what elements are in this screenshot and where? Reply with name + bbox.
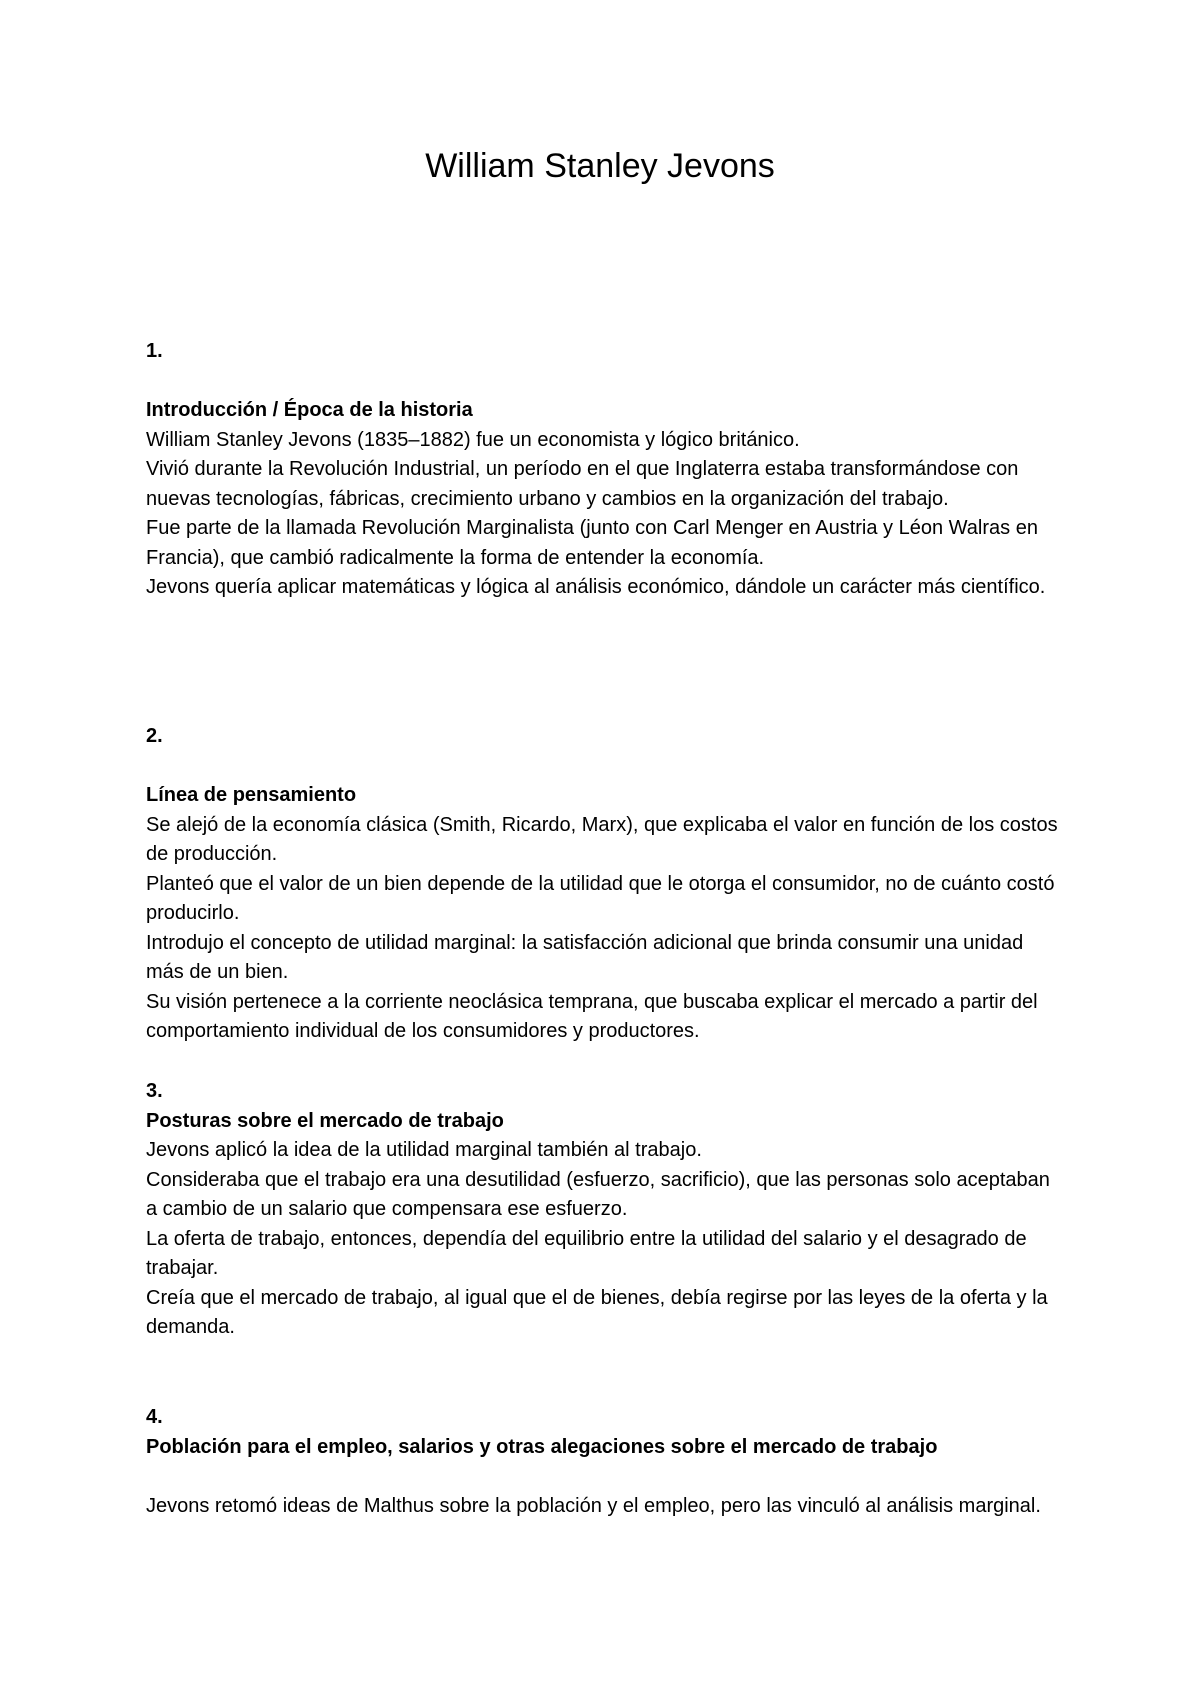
page-title: William Stanley Jevons <box>425 147 775 185</box>
paragraph: Jevons aplicó la idea de la utilidad marginal también al trabajo. <box>146 1139 702 1161</box>
paragraph: Fue parte de la llamada Revolución Marginalista (junto con Carl Menger en Austria y Léon Walras en Francia), que cambió radicalmente la forma de entender la economía. <box>146 517 1038 569</box>
paragraph: Jevons retomó ideas de Malthus sobre la población y el empleo, pero las vinculó al análisis marginal. <box>146 1494 1041 1517</box>
paragraph: Consideraba que el trabajo era una desutilidad (esfuerzo, sacrificio), que las personas solo aceptaban a cambio de un salario que compensara ese esfuerzo. <box>146 1168 1050 1220</box>
paragraph: Jevons quería aplicar matemáticas y lógica al análisis económico, dándole un carácter más científico. <box>146 576 1046 598</box>
section-4 <box>146 1403 1066 1521</box>
section-heading: Línea de pensamiento <box>146 784 357 806</box>
paragraph: Introdujo el concepto de utilidad marginal: la satisfacción adicional que brinda consumir una unidad más de un bien. <box>146 931 1024 983</box>
section-heading: Introducción / Época de la historia <box>146 399 473 421</box>
section-2 <box>146 722 1066 1047</box>
paragraph: Su visión pertenece a la corriente neoclásica temprana, que buscaba explicar el mercado a partir del comportamiento individual de los consumidores y productores. <box>146 990 1038 1042</box>
paragraph: William Stanley Jevons (1835–1882) fue un economista y lógico británico. <box>146 428 800 451</box>
section-number: 3. <box>146 1080 163 1102</box>
section-number: 1. <box>146 340 163 362</box>
section-number: 2. <box>146 725 163 747</box>
paragraph: Se alejó de la economía clásica (Smith, Ricardo, Marx), que explicaba el valor en función de los costos de producción. <box>146 813 1058 865</box>
section-heading: Posturas sobre el mercado de trabajo <box>146 1109 504 1132</box>
section-number: 4. <box>146 1406 163 1428</box>
section-heading: Población para el empleo, salarios y otras alegaciones sobre el mercado de trabajo <box>146 1435 938 1458</box>
section-3 <box>146 1077 1066 1343</box>
section-1 <box>146 337 1066 603</box>
paragraph: Planteó que el valor de un bien depende de la utilidad que le otorga el consumidor, no de cuánto costó producirlo. <box>146 872 1055 924</box>
paragraph: Creía que el mercado de trabajo, al igual que el de bienes, debía regirse por las leyes de la oferta y la demanda. <box>146 1286 1048 1338</box>
paragraph: Vivió durante la Revolución Industrial, un período en el que Inglaterra estaba transformándose con nuevas tecnologías, fábricas, crecimiento urbano y cambios en la organización del trabajo. <box>146 458 1019 510</box>
paragraph: La oferta de trabajo, entonces, dependía del equilibrio entre la utilidad del salario y el desagrado de trabajar. <box>146 1227 1027 1279</box>
